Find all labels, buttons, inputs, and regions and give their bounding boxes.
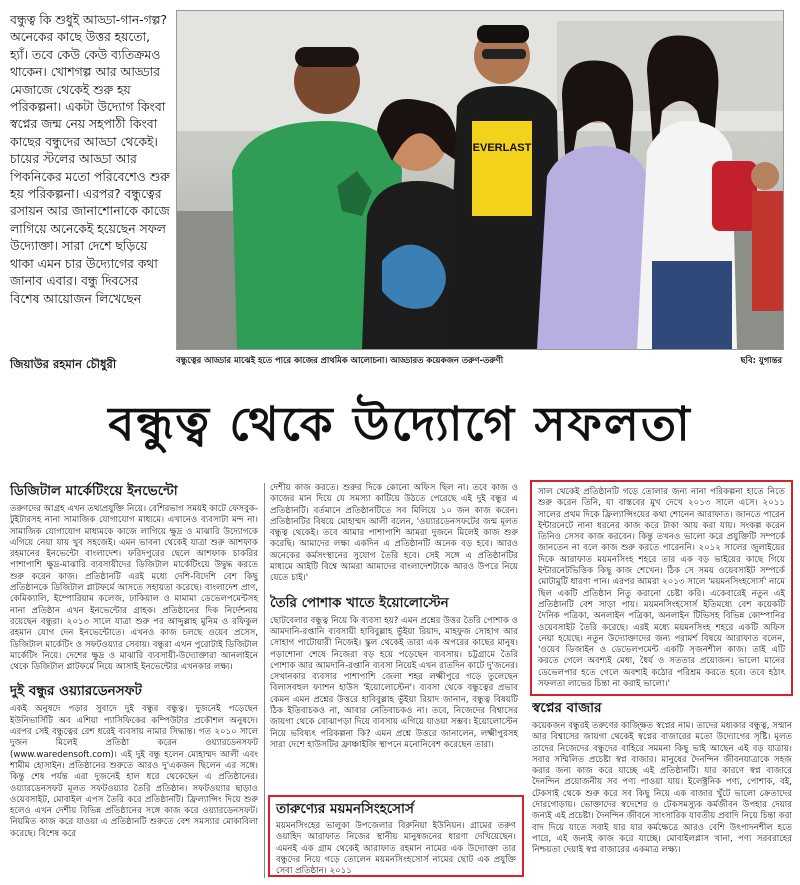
section-title-garments: তৈরি পোশাক খাতে ইয়োলোস্টেন bbox=[270, 594, 449, 611]
section-body-waredensoft: একই অনুষদে পড়ার সুবাদে দুই বন্ধুর বন্ধুত্ব। দুজনেই পড়েছেন ইউনিভার্সিটি অব এশিয়া প্যাসিফিকের কম্পিউটার প্রকৌশল অনুষদে। এরপর সেই বন্ধুত্বের রেশ ধরেই ব্যবসায় নামার সিদ্ধান্ত। গত ২০১০ সালে দুজন মিলেই প্রতিষ্ঠা করেন ওয়্যারডেনসফট (www.waredensoft.com)। এই দুই বন্ধু হলেন মোহাম্মদ আলী এবং শামীম হোসাইন। প্রতিষ্ঠানের শুরুতে আরও দু'একজন ছিলেন এর সঙ্গে। কিন্তু শেষ পর্যন্ত এরা দুজনেই হাল ধরে থেকেছেন এ প্রতিষ্ঠানের। ওয়্যারডেনসফট মূলত সফটওয়্যার তৈরি প্রতিষ্ঠান। সফটওয়্যার ছাড়াও ওয়েবসাইট, মোবাইল এপস তৈরি করে প্রতিষ্ঠানটি। ফ্রিল্যান্সিং দিয়ে শুরু হলেও এখন দেশীয় বিভিন্ন প্রতিষ্ঠানের সঙ্গে কাজ করে ওয়্যারডেনসফট। নিয়মিত কাজ করে যাওয়া এ প্রতিষ্ঠানটি শুরুতে বেশ সমস্যার মোকাবিলা করেছে। বিশেষ করে bbox=[10, 704, 258, 839]
photo-illustration bbox=[177, 11, 783, 349]
section-body-digital: তরুণদের আগ্রহ এখন তথ্যপ্রযুক্তি নিয়ে। বেশিরভাগ সময়ই কাটে ফেসবুক-টুইটারসহ নানা সামাজিক যোগাযোগ মাধ্যমে। এখানেও ব্যবসাটা মন্দ না। সামাজিক যোগাযোগ মাধ্যমকে কাজে লাগিয়ে ক্ষুদ্র ও মাঝারি উদ্যোগকে এগিয়ে নেয়া যায় খুব সহজেই। এমন ভাবনা থেকেই যাত্রা শুরু আশফাক রহমানের ইনভেন্টো বাংলাদেশ। ফরিদপুরের ছেলে আশফাক চাকরির পাশাপাশি ক্ষুদ্র-মাঝারি ব্যবসায়ীদের ডিজিটাল মার্কেটিংয়ে উদ্বুদ্ধ করতে শুরু করেন কাজ। প্রতিষ্ঠানটি এরই মধ্যে দেশি-বিদেশি বেশ কিছু প্রতিষ্ঠানকে ডিজিটাল প্লাটফর্মে আসতে সহায়তা করেছে। বাংলাদেশ প্রাণ, কেমিক্যালি, ইম্পোরিয়াম কলেজ, ঢাকিয়াল ও মামামা ডেভেলপমেন্টসহ নানা প্রতিষ্ঠান এখন ইনভেন্টোর গ্রাহক। প্রতিষ্ঠানের দিক নির্দেশনায় রয়েছেন বন্ধুরা। ২০১৩ সালে যাত্রা শুরু পর আব্দুল্লাহ মুনিম ও রফিকুল রহমান যোগ দেন ইনভেন্টোতে। এখনও কাজ চলছে ওয়েব প্রসেস, ডিজিটাল মার্কেটিং ও সফটওয়্যার সেবায়। বন্ধুরা এখন পুরোটাই ডিজিটাল মার্কেটিং নিয়ে। দেশের ক্ষুদ্র ও মাঝারি ব্যবসায়ী-উদ্যোক্তারা আনলাইনে থেকে ডিজিটাল প্লাটফর্মে নিয়ে আসাই ইনভেন্টোর এখনকার লক্ষ্য। bbox=[10, 504, 258, 673]
section-body-mymensingh: ময়মনসিংহের ভালুকা উপজেলার বিরুনিয়া ইউনিয়ন। গ্রামের তরুণ ওয়াহিদ আরাফাত নিজের স্থানীয় মানুষজনের ধারণা দেখিয়েছেন। এমনই এক গ্রাম থেকেই আরাফাত রহমান নামের এক উদ্যোক্তা তার বন্ধুদের নিয়ে গড়ে তোলেন ময়মনসিংহসোর্স নামের ছোট এক প্রযুক্তি সেবা প্রতিষ্ঠান। ২০১১ bbox=[276, 821, 516, 877]
headline: বন্ধুত্ব থেকে উদ্যোগে সফলতা bbox=[108, 397, 692, 452]
group-photo bbox=[176, 10, 784, 350]
photo-caption: বন্ধুত্বের আড্ডার মাঝেই হতে পারে কাজের প্রাথমিক আলোচনা। আড্ডারত কয়েকজন তরুণ-তরুণী bbox=[176, 355, 504, 365]
section-body-garments: ছোটবেলার বন্ধুত্ব নিয়ে কি ব্যবসা হয়? এমন প্রশ্নের উত্তর তৈরি পোশাক ও আমদানি-রপ্তানি ব্যবসায়ী হাবিবুল্লাহ ভুঁইয়া রিয়াদ, মাহফুজ সোহাগ আর সোহাগ পাটোয়ারী নিজেই। স্কুল থেকেই তারা এক অপরের কাছের মানুষ। পড়াশোনা শেষে নিজেরা বড় হয়ে পড়েছেন ব্যবসায়। চট্টগ্রামে তৈরি পোশাক আর আমদানি-রপ্তানি ব্যবসা নিয়েই এখন রাতদিন কাটে দু'জনের। সেখানকার ব্যবসার পাশাপাশি জেলা শহর লক্ষ্মীপুরে গড়ে তুলেছেন বিলাসবহুল ফ্যাশন হাউস 'ইয়োলোস্টেন'। ব্যবসা থেকে বন্ধুত্বের প্রভাব কেমন এমন প্রশ্নের উত্তরে হাবিবুল্লাহ ভুঁইয়া রিয়াদ জানান, বন্ধুত্ব বিষয়টি ঠিক ইতিবাচকও না, আবার নেতিবাচকও না। তবে, নিজেদের বিশ্বাসের জায়গা থেকে বোঝাপড়া দিয়ে ব্যবসায় এগিয়ে যাওয়া সম্ভব। ইয়োলোস্টেন নিয়ে ভবিষ্যৎ পরিকল্পনা কি? এমন প্রশ্নে উত্তরে জানালেন, লক্ষ্মীপুরসহ সারা দেশে হাউসটির ফ্রাঞ্চাইজি স্থাপনে মনোনিবেশ করেছেন তারা। bbox=[270, 615, 518, 750]
section-title-mymensingh: তারুণ্যের ময়মনসিংহসোর্স bbox=[276, 801, 414, 817]
mymensingh-box bbox=[268, 795, 524, 877]
section-title-dream: স্বপ্নের বাজার bbox=[532, 700, 602, 716]
section-body-waredensoft-cont: দেশীয় কাজ করতে। শুরুর দিকে কোনো অফিস ছিল না। তবে কাজ ও কাজের মান দিয়ে যে সমস্যা কাটিয়ে উঠতে পেরেছে এই দুই বন্ধুর এ প্রতিষ্ঠানটি। বর্তমানে প্রতিষ্ঠানটিতে সব মিলিয়ে ১০ জন কাজ করেন। প্রতিষ্ঠানটির বিষয়ে মোহাম্মদ আলী বলেন, 'ওয়্যারডেনসফটের জন্ম মূলত বন্ধুত্ব থেকেই। তবে আমার পাশাপাশি আমরা দুজনে মিলেই কাজ শুরু করেছি। আমাদের লক্ষ্য একদিন এ প্রতিষ্ঠানটি অনেক বড় হবে। আরও অনেকের কর্মসংস্থানের সুযোগ তৈরি হবে। সেই সঙ্গে এ প্রতিষ্ঠানটির মাধ্যমে আইটি বিশ্বে আমরা আমাদের বাংলাদেশটাকে আরও উপরে নিয়ে যেতে চাই।' bbox=[270, 483, 518, 584]
photo-caption-row bbox=[176, 354, 782, 368]
column-2 bbox=[270, 483, 518, 751]
section-title-waredensoft: দুই বন্ধুর ওয়্যারডেনসফট bbox=[10, 683, 142, 700]
mymensingh-cont-box bbox=[530, 480, 793, 696]
byline: জিয়াউর রহমান চৌধুরী bbox=[10, 357, 117, 371]
column-1 bbox=[10, 483, 258, 840]
intro-text: বন্ধুত্ব কি শুধুই আড্ডা-গান-গল্প? অনেকের কাছে উত্তর হয়তো, হ্যাঁ। তবে কেউ কেউ ব্যতিক্রমও থাকেন। খোশগল্প আর আড্ডার মেজাজে থেকেই শুরু হয় পরিকল্পনা। একটা উদ্যোগ কিংবা স্বপ্নের জন্ম নেয় সহপাঠী কিংবা কাছের বন্ধুদের আড্ডা থেকেই। চায়ের স্টলের আড্ডা আর পিকনিকের মতো পরিবেশেও শুরু হয় পরিকল্পনা। এরপর? বন্ধুত্বের রসায়ন আর জানাশোনাকে কাজে লাগিয়ে অনেকেই হয়েছেন সফল উদ্যোক্তা। সারা দেশে ছড়িয়ে থাকা এমন চার উদ্যোগের কথা জানাব এবার। বন্ধু দিবসের বিশেষ আয়োজন লিখেছেন bbox=[10, 13, 170, 306]
section-body-dream: কয়েকজন বন্ধুরই তরুণের কাজ্ক্ষিত স্বপ্নের নাম। তাদের মধ্যকার বন্ধুত্ব, সম্মান আর বিশ্বাসের জায়গা থেকেই স্বপ্নের বাজারের মতো উদ্যোগের সৃষ্টি। মূলত তাদের নিজেদের বন্ধুদের বাহিরে সমমনা কিছু ভাই আছেন এই বড় যাত্রায়। সবার সম্মিলিত প্রচেষ্টা স্বপ্ন বাজার। মানুষের দৈনন্দিন জীবনযাত্রাকে সহজ করার জন্য কাজ করে যাচ্ছে এই প্রতিষ্ঠানটি। যার কারণে স্বপ্ন বাজারে দৈনন্দিন প্রয়োজনীয় সব পণ্য পাওয়া যায়। ইলেক্ট্রনিক পণ্য, পোশাক, বই, টেকসাই থেকে শুরু করে সব কিছু নিয়ে এক বাজার খুঁটে ভালো ক্রেতাদের দোরগোড়ায়। ভোক্তাদের স্বদেশের ও টেকসমস্যুক কর্মজীবন উপহার দেয়ার জন্যই এই প্রচেষ্টা। দৈনন্দিন জীবনে সাংসারিক যাবতীয় প্রবাদি নিয়ে চিন্তা করা বাদ দিয়ে যাতে সবাই যার যার কর্মক্ষেত্রে আরও বেশি উৎপাদনশীল হতে পারে, এই জন্যই কাজ করে যাচ্ছে। মোবাইলপ্লাস খানা, পণ্য সরবরাহের নিশ্চয়তা দেয়াই স্বপ্ন বাজারের একমাত্র লক্ষ্য। bbox=[532, 721, 792, 856]
section-title-digital: ডিজিটাল মার্কেটিংয়ে ইনভেন্টো bbox=[10, 483, 178, 499]
section-body-mymensingh-cont: সাল থেকেই প্রতিষ্ঠানটি গড়ে তোলার জন্য নানা পরিকল্পনা হাতে নিতে শুরু করেন তিনি, যা বাস্তবের মুখ দেখে ২০১৩ সালে এসে। ২০১১ সালের প্রথম দিকে ফ্রিল্যান্সিংয়ের কথা শোনেন আরাফাত। জানতে পারেন ইন্টারনেটে নানা ধরনের কাজ করে টাকা আয় করা যায়। সংকল্প করেন তিনিও সেসব কাজ করবেন। কিন্তু তখনও ভালো করে প্রযুক্তিটি সম্পর্কে জানতেন না বলে কাজ শুরু করতে পারেননি। ২০১২ সালের জুলাইয়ের দিকে আরাফাত ময়মনসিংহ শহরে তার এক বড় ভাইয়ের কাছে গিয়ে ইন্টারনেটভিত্তিক কিছু কাজ শেখেন। ঠিক সে সময় ওয়েবসাইট সম্পর্কে মোটামুটি ধারণা পান। এরপর আমরা ২০১৩ সালে 'ময়মনসিংহসোর্স' নামে ছিল একটি প্রতিষ্ঠান নিতু করানো চেষ্টা করি। একেবারেই নতুন এই প্রতিষ্ঠানটি বেশ সাড়া পায়। ময়মনসিংহসোর্স ইতিমধ্যে বেশ কয়েকটি দৈনিক পত্রিকা, অনলাইন পত্রিকা, অনলাইন টিভিসহ বিভিন্ন কোম্পানির ওয়েবসাইট তৈরি করেছে। এরই মধ্যে ময়মনসিংহ শহরে একটি অফিস নেয়া হয়েছে। নতুন উদ্যোক্তাদের জন্য পরামর্শ বিষয়ে আরাফাত বলেন, 'ওয়েব ডিজাইন ও ডেভেলপমেন্ট একটি সৃজনশীল কাজ। তাই এটি করতে গেলে অবশ্যই মেধা, ধৈর্য ও সততার প্রয়োজন। ভালো মানের ডেভেলপার হতে গেলে অবশ্যই কঠোর পরিশ্রম করতে হবে। তবে হঠাৎ সফলতা লাভের চিন্তা না করাই ভালো।' bbox=[538, 487, 785, 690]
column-divider-1 bbox=[264, 483, 265, 878]
photo-credit: ছবি: যুগান্তর bbox=[740, 355, 782, 365]
column-3 bbox=[532, 700, 792, 880]
shirt-text: EVERLAST bbox=[472, 142, 532, 154]
